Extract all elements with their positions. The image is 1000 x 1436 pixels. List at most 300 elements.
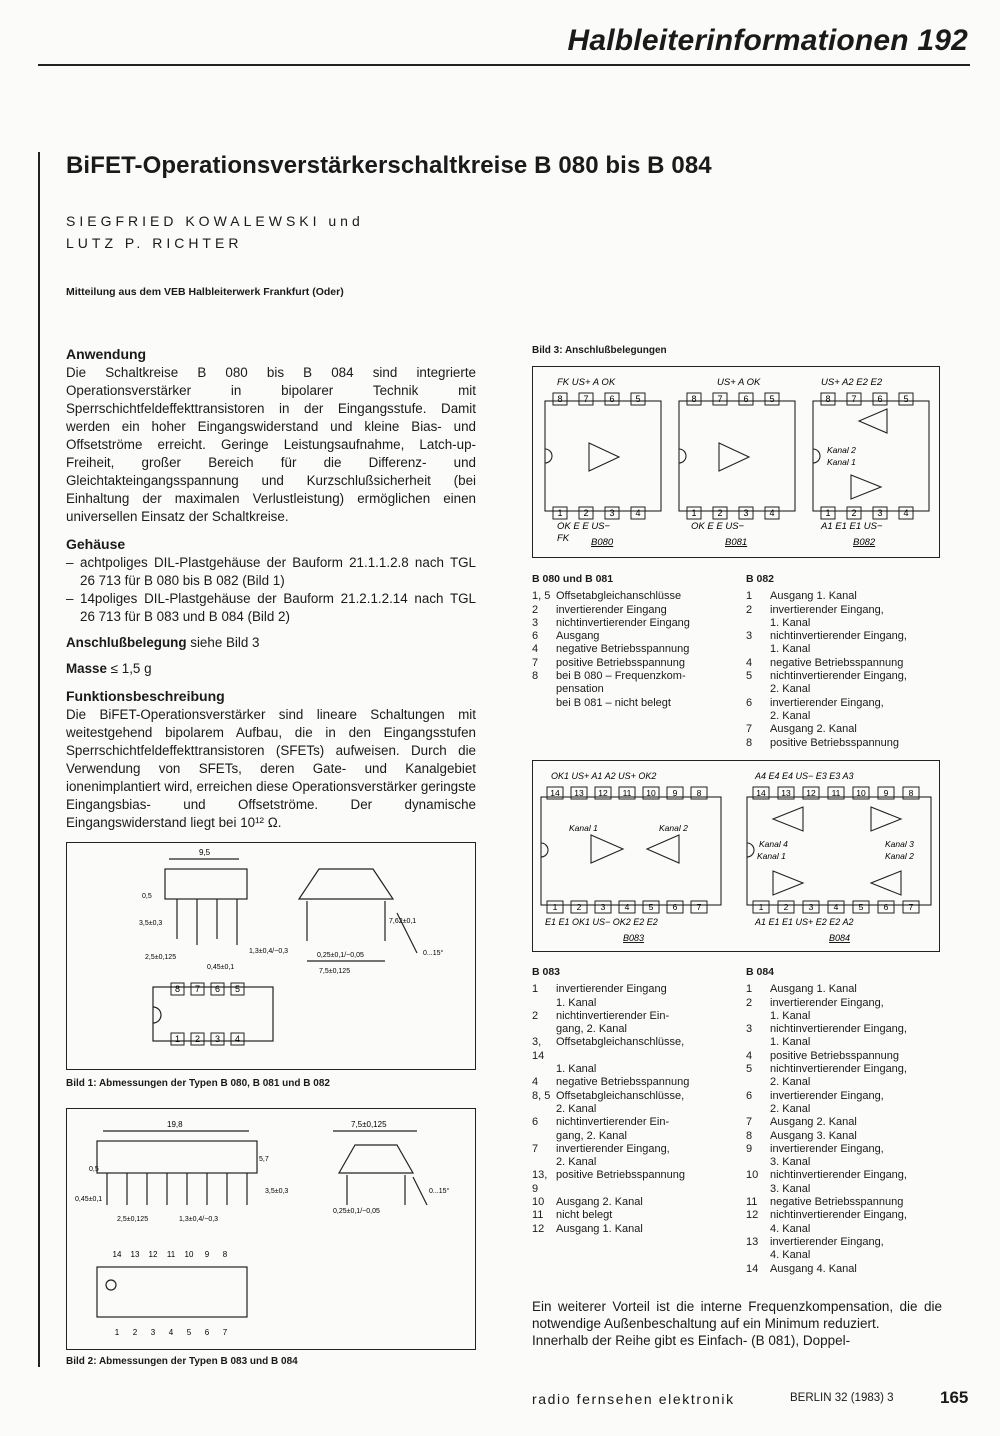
body-column-left [66, 344, 476, 832]
pin-row [746, 697, 940, 710]
pin-number-label: 14 [756, 788, 766, 798]
pin-row [532, 683, 732, 696]
bild1-dim-row-spacing: 7,5±0,125 [319, 968, 351, 975]
b083-top-labels: OK1 US+ A1 A2 US+ OK2 [551, 771, 657, 781]
bild2-dim-row-spacing: 7,5±0,125 [351, 1120, 387, 1129]
pin-function: invertierender Eingang, [770, 1089, 884, 1102]
bild1-pin-1: 1 [174, 1034, 181, 1044]
pin-number: 3 [746, 1023, 753, 1036]
pin-row [746, 1236, 940, 1249]
b083-bottom-labels: E1 E1 OK1 US− OK2 E2 E2 [545, 917, 658, 927]
bild2-dim-pitch: 2,5±0,125 [117, 1216, 149, 1223]
gehaeuse-item-2: – 14poliges DIL-Plastgehäuse der Bauform 21.2.1.2.14 nach TGL 26 713 für B 083 und B 084 (Bild 2) [66, 590, 476, 626]
continuation-paragraph-2: Innerhalb der Reihe gibt es Einfach- (B 081), Doppel- [532, 1333, 851, 1348]
pin-row [532, 617, 732, 630]
pin-function: 1. Kanal [556, 1063, 597, 1076]
pin-function: Ausgang 2. Kanal [770, 723, 857, 736]
figure-bild1 [66, 842, 476, 1070]
pin-row [746, 737, 940, 750]
pin-number-label: 6 [609, 394, 615, 404]
anschluss-line [66, 634, 476, 652]
pin-number: 11 [532, 1209, 544, 1222]
pin-row [746, 683, 940, 696]
pin-function: 2. Kanal [770, 1076, 811, 1089]
pin-number: 6 [746, 1089, 753, 1102]
b082-kanal1: Kanal 1 [827, 457, 856, 467]
pin-row [746, 1249, 940, 1262]
pin-function: 2. Kanal [770, 1102, 811, 1115]
figure-bild3-8pin [532, 366, 940, 558]
pinlist-b082 [746, 573, 940, 750]
b084-bottom-labels: A1 E1 E1 US+ E2 E2 A2 [755, 917, 854, 927]
pin-function: nichtinvertierender Ein- [556, 1009, 670, 1022]
pin-number-label: 1 [825, 508, 831, 518]
pin-number-label: 9 [883, 788, 889, 798]
b084-kanal4: Kanal 4 [759, 839, 788, 849]
pin-function: 1. Kanal [770, 616, 811, 629]
pin-function: negative Betriebsspannung [770, 656, 904, 669]
pin-number-label: 3 [609, 508, 615, 518]
pin-row [746, 1023, 940, 1036]
pin-number-label: 11 [622, 788, 632, 798]
pin-function: negative Betriebsspannung [556, 1076, 690, 1089]
pin-number: 5 [746, 1063, 753, 1076]
pin-row [532, 1116, 732, 1129]
bild1-dim-width: 9,5 [199, 848, 211, 857]
pin-number: 13 [746, 1235, 759, 1248]
pin-number-label: 2 [717, 508, 723, 518]
pin-function: Offsetabgleichanschlüsse [556, 590, 682, 603]
pin-number: 4 [746, 1049, 753, 1062]
bild2-drawing [67, 1109, 475, 1349]
pin-row [532, 1036, 732, 1063]
bild1-pin-6: 6 [214, 984, 221, 994]
pin-function: invertierender Eingang, [770, 996, 884, 1009]
masse-label: Masse [66, 661, 107, 676]
pin-number: 9 [746, 1142, 753, 1155]
pin-function: negative Betriebsspannung [770, 1196, 904, 1209]
pin-row [746, 630, 940, 643]
masse-line [66, 660, 476, 678]
author-line-2: LUTZ P. RICHTER [66, 235, 243, 251]
masse-value: ≤ 1,5 g [106, 661, 152, 676]
pin-number: 8 [746, 736, 753, 749]
pin-function: Offsetabgleichanschlüsse, [556, 1089, 685, 1102]
pin-number-label: 4 [168, 1328, 174, 1337]
pin-number-label: 1 [557, 508, 563, 518]
pin-number: 7 [532, 1142, 539, 1155]
bild2-dim-height: 5,7 [259, 1156, 269, 1163]
pin-row [532, 997, 732, 1010]
bild1-pin-5: 5 [234, 984, 241, 994]
pin-function: invertierender Eingang, [770, 603, 884, 616]
bild1-pin-7: 7 [194, 984, 201, 994]
bild1-caption: Bild 1: Abmessungen der Typen B 080, B 081 und B 082 [66, 1078, 330, 1089]
pin-number: 6 [746, 696, 753, 709]
pin-number-label: 7 [908, 902, 914, 912]
pin-number-label: 13 [574, 788, 584, 798]
pin-number-label: 5 [903, 394, 909, 404]
bild2-dim-thickness: 0,25±0,1/−0,05 [333, 1208, 380, 1215]
bild3-8pin-drawing [533, 367, 939, 557]
pin-function: invertierender Eingang, [556, 1142, 670, 1155]
pin-function: 3. Kanal [770, 1182, 811, 1195]
pin-number: 8 [532, 670, 539, 683]
pinlist-b080-heading: B 080 und B 081 [532, 573, 614, 585]
pin-number-label: 3 [150, 1328, 156, 1337]
pin-row [746, 1130, 940, 1143]
pin-number: 10 [746, 1169, 759, 1182]
pin-number-label: 3 [743, 508, 749, 518]
bild2-dim-angle: 0...15° [429, 1188, 450, 1195]
pin-function: positive Betriebsspannung [556, 1169, 686, 1182]
pin-number: 7 [746, 723, 753, 736]
pin-number: 2 [532, 603, 539, 616]
article-title: BiFET-Operationsverstärkerschaltkreise B 080 bis B 084 [66, 152, 712, 179]
b080-name: B080 [591, 537, 614, 548]
pin-function: nichtinvertierender Eingang, [770, 630, 907, 643]
pin-row [532, 697, 732, 710]
pin-function: 2. Kanal [556, 1102, 597, 1115]
pin-number-label: 8 [691, 394, 697, 404]
pin-function: gang, 2. Kanal [556, 1023, 627, 1036]
pin-number-label: 7 [851, 394, 857, 404]
pin-row [532, 983, 732, 996]
pin-number-label: 13 [130, 1250, 140, 1259]
pin-function: positive Betriebsspannung [770, 1049, 900, 1062]
pin-function: nichtinvertierender Eingang [556, 616, 690, 629]
pin-number-label: 8 [557, 394, 563, 404]
pin-row [746, 1103, 940, 1116]
pin-function: 3. Kanal [770, 1156, 811, 1169]
pin-function: bei B 080 – Frequenzkom- [556, 670, 686, 683]
pin-row [532, 657, 732, 670]
pin-row [746, 1010, 940, 1023]
pin-number-label: 10 [856, 788, 866, 798]
header-rule [38, 64, 970, 66]
bild2-dim-pin-length: 3,5±0,3 [265, 1188, 289, 1195]
footer-magazine: radio fernsehen elektronik [532, 1391, 735, 1407]
pin-function: Ausgang 4. Kanal [770, 1262, 857, 1275]
pin-number-label: 10 [646, 788, 656, 798]
bild1-pin-8: 8 [174, 984, 181, 994]
pin-row [746, 1196, 940, 1209]
b084-kanal1: Kanal 1 [757, 851, 786, 861]
bild1-dim-angle: 0...15° [423, 950, 444, 957]
pin-number-label: 11 [831, 788, 841, 798]
pin-number-label: 3 [808, 902, 814, 912]
pin-row [746, 983, 940, 996]
pinlist-b082-heading: B 082 [746, 573, 775, 585]
pin-number-label: 7 [583, 394, 589, 404]
pin-number: 10 [532, 1196, 545, 1209]
pin-row [746, 604, 940, 617]
pin-function: 4. Kanal [770, 1222, 811, 1235]
pin-number: 12 [746, 1209, 759, 1222]
pin-number-label: 2 [851, 508, 857, 518]
pin-row [532, 1076, 732, 1089]
pin-row [532, 1103, 732, 1116]
bild2-caption: Bild 2: Abmessungen der Typen B 083 und B 084 [66, 1356, 298, 1367]
pin-number-label: 4 [833, 902, 839, 912]
pinlist-b083 [532, 966, 732, 1236]
continuation-paragraph-1: Ein weiterer Vorteil ist die interne Frequenzkompensation, die die notwendige Außenbeschaltung auf ein Minimum reduziert. [532, 1299, 942, 1331]
pin-function: Ausgang [556, 630, 600, 643]
pin-number-label: 11 [166, 1250, 176, 1259]
pin-number: 4 [532, 643, 539, 656]
bild1-dim-lead-spacing: 7,62±0,1 [389, 918, 417, 925]
pin-number-label: 6 [204, 1328, 210, 1337]
pin-row [746, 1050, 940, 1063]
bild1-dim-thickness: 0,25±0,1/−0,05 [317, 952, 364, 959]
pin-number: 3 [746, 630, 753, 643]
pin-row [532, 1090, 732, 1103]
pin-function: invertierender Eingang, [770, 1142, 884, 1155]
pin-number-label: 7 [696, 902, 702, 912]
b082-kanal2: Kanal 2 [827, 445, 856, 455]
pin-number: 3 [532, 616, 539, 629]
figure-bild2 [66, 1108, 476, 1350]
pin-number-label: 5 [648, 902, 654, 912]
pin-number-label: 12 [148, 1250, 158, 1259]
pin-row [746, 1156, 940, 1169]
pin-number-label: 8 [222, 1250, 228, 1259]
pin-number-label: 1 [552, 902, 558, 912]
bild1-dim-shoulder: 1,3±0,4/−0,3 [249, 948, 289, 955]
pin-number-label: 5 [858, 902, 864, 912]
pin-row [746, 723, 940, 736]
pin-number: 12 [532, 1222, 545, 1235]
pin-function: nichtinvertierender Eingang, [770, 1063, 907, 1076]
pin-function: Ausgang 2. Kanal [770, 1116, 857, 1129]
b083-kanal1: Kanal 1 [569, 823, 598, 833]
pin-row [532, 1130, 732, 1143]
anschluss-ref: siehe Bild 3 [186, 635, 260, 650]
pin-number-label: 3 [600, 902, 606, 912]
pin-row [746, 1076, 940, 1089]
pin-number: 1, 5 [532, 590, 551, 603]
bild1-pin-2: 2 [194, 1034, 201, 1044]
b081-top-labels: US+ A OK [717, 377, 761, 388]
pin-row [746, 617, 940, 630]
pin-number: 8, 5 [532, 1089, 551, 1102]
pin-number-label: 8 [825, 394, 831, 404]
gehaeuse-item-1: – achtpoliges DIL-Plastgehäuse der Bauform 21.1.1.2.8 nach TGL 26 713 für B 080 bis B 082 (Bild 1) [66, 554, 476, 590]
pin-number-label: 2 [576, 902, 582, 912]
bild2-dim-pin-width: 0,45±0,1 [75, 1196, 103, 1203]
left-margin-rule [38, 152, 40, 1367]
pin-function: 2. Kanal [556, 1156, 597, 1169]
pin-row [746, 1209, 940, 1222]
pin-row [532, 1209, 732, 1222]
pin-row [532, 670, 732, 683]
pin-number-label: 2 [583, 508, 589, 518]
pin-number-label: 5 [186, 1328, 192, 1337]
pinlist-b083-heading: B 083 [532, 966, 561, 978]
pin-number: 2 [532, 1009, 539, 1022]
pin-row [746, 997, 940, 1010]
bild3-14pin-drawing [533, 761, 939, 951]
pin-number: 6 [532, 630, 539, 643]
pin-number: 4 [532, 1076, 539, 1089]
pin-number-label: 4 [635, 508, 641, 518]
pin-function: pensation [556, 683, 604, 696]
pin-row [746, 670, 940, 683]
pin-number-label: 1 [691, 508, 697, 518]
pin-function: bei B 081 – nicht belegt [556, 696, 671, 709]
b081-name: B081 [725, 537, 748, 548]
b080-top-labels: FK US+ A OK [557, 377, 616, 388]
pin-number-label: 1 [758, 902, 764, 912]
pin-number: 1 [532, 983, 539, 996]
b081-bottom-labels: OK E E US− [691, 521, 745, 532]
bild1-dim-pin-length: 3,5±0,3 [139, 920, 163, 927]
pin-row [746, 1090, 940, 1103]
heading-funktion: Funktionsbeschreibung [66, 688, 225, 704]
pinlist-b084 [746, 966, 940, 1276]
pin-function: nichtinvertierender Eingang, [770, 1169, 907, 1182]
pin-row [746, 1183, 940, 1196]
b084-top-labels: A4 E4 E4 US− E3 E3 A3 [755, 771, 854, 781]
pin-number-label: 2 [783, 902, 789, 912]
b080-bottom-labels: OK E E US− [557, 521, 611, 532]
pin-number-label: 5 [635, 394, 641, 404]
pin-function: positive Betriebsspannung [556, 656, 686, 669]
pin-function: negative Betriebsspannung [556, 643, 690, 656]
running-header: Halbleiterinformationen 192 [567, 24, 968, 57]
pin-number: 6 [532, 1116, 539, 1129]
pin-number-label: 2 [132, 1328, 138, 1337]
pin-function: nichtinvertierender Eingang, [770, 1209, 907, 1222]
pin-number-label: 14 [112, 1250, 122, 1259]
pin-row [746, 643, 940, 656]
bild1-dim-pitch: 2,5±0,125 [145, 954, 177, 961]
pin-row [532, 1196, 732, 1209]
pin-row [746, 657, 940, 670]
pin-function: 1. Kanal [770, 1009, 811, 1022]
b084-kanal2: Kanal 2 [885, 851, 914, 861]
pin-function: invertierender Eingang [556, 983, 667, 996]
pin-number-label: 10 [184, 1250, 194, 1259]
b083-name: B083 [623, 933, 645, 943]
bild2-dim-length: 19,8 [167, 1120, 183, 1129]
paragraph-funktion: Die BiFET-Operationsverstärker sind lineare Schaltungen mit weitestgehend bipolarem Aufbau, die in den Eingangsstufen Sperrschichtfeldeffekttransistoren (SFETs) aufweisen. Durch die Verwendung von SFETs, deren Gate- und Kanalgebiet ionenimplantiert wird, erreichen diese Operationsverstärker geringste Eingangsbias- und Offsetströme. Der dynamische Eingangswiderstand liegt bei 10¹² Ω. [66, 707, 476, 830]
pin-row [746, 1063, 940, 1076]
page-number: 165 [940, 1388, 969, 1407]
pin-number-label: 12 [598, 788, 608, 798]
pin-function: 1. Kanal [770, 1036, 811, 1049]
b082-bottom-labels: A1 E1 E1 US− [821, 521, 883, 532]
pin-function: gang, 2. Kanal [556, 1129, 627, 1142]
pin-row [532, 590, 732, 603]
pin-function: invertierender Eingang, [770, 696, 884, 709]
author-line-1: SIEGFRIED KOWALEWSKI und [66, 213, 364, 229]
bild1-dim-pin-width: 0,45±0,1 [207, 964, 235, 971]
figure-bild3-14pin [532, 760, 940, 952]
pin-function: Ausgang 3. Kanal [770, 1129, 857, 1142]
pin-function: 1. Kanal [556, 996, 597, 1009]
pin-row [746, 590, 940, 603]
pin-number-label: 9 [672, 788, 678, 798]
pin-row [532, 643, 732, 656]
pin-number-label: 3 [877, 508, 883, 518]
pin-number-label: 8 [696, 788, 702, 798]
pin-row [532, 1010, 732, 1023]
pin-number-label: 9 [204, 1250, 210, 1259]
b082-top-labels: US+ A2 E2 E2 [821, 377, 883, 388]
pin-number: 4 [746, 656, 753, 669]
pin-row [746, 1036, 940, 1049]
pin-number: 13, 9 [532, 1169, 548, 1195]
pin-number: 5 [746, 670, 753, 683]
pin-number-label: 8 [908, 788, 914, 798]
pin-row [746, 1169, 940, 1182]
pin-number-label: 6 [883, 902, 889, 912]
continuation-text [532, 1298, 942, 1349]
pin-row [746, 1116, 940, 1129]
pin-function: invertierender Eingang [556, 603, 667, 616]
pin-number-label: 1 [114, 1328, 120, 1337]
pin-row [532, 1063, 732, 1076]
bild1-drawing [67, 843, 475, 1069]
pin-row [746, 1263, 940, 1276]
b084-name: B084 [829, 933, 851, 943]
pin-number: 3, 14 [532, 1036, 545, 1062]
pinlist-b084-heading: B 084 [746, 966, 775, 978]
anschluss-label: Anschlußbelegung [66, 635, 187, 650]
pin-function: invertierender Eingang, [770, 1235, 884, 1248]
pin-number-label: 12 [806, 788, 816, 798]
bild3-caption: Bild 3: Anschlußbelegungen [532, 345, 667, 356]
pin-number: 2 [746, 996, 753, 1009]
b082-name: B082 [853, 537, 876, 548]
pin-row [532, 1169, 732, 1196]
pin-function: 4. Kanal [770, 1249, 811, 1262]
pin-row [532, 1156, 732, 1169]
pin-function: 2. Kanal [770, 709, 811, 722]
pin-number-label: 4 [903, 508, 909, 518]
bild1-pin-3: 3 [214, 1034, 221, 1044]
pin-number: 11 [746, 1196, 758, 1209]
pin-row [746, 1143, 940, 1156]
b084-kanal3: Kanal 3 [885, 839, 914, 849]
pin-number: 14 [746, 1262, 759, 1275]
pin-number-label: 6 [743, 394, 749, 404]
pin-number-label: 13 [781, 788, 791, 798]
pin-number-label: 5 [769, 394, 775, 404]
b083-kanal2: Kanal 2 [659, 823, 688, 833]
pin-number-label: 6 [877, 394, 883, 404]
pin-function: nichtinvertierender Ein- [556, 1116, 670, 1129]
bild2-dim-shoulder: 1,3±0,4/−0,3 [179, 1216, 219, 1223]
paragraph-anwendung: Die Schaltkreise B 080 bis B 084 sind integrierte Operationsverstärker in bipolarer Technik mit Sperrschichtfeldeffekttransistoren in der Eingangsstufe. Damit werden ein hoher Eingangswiderstand und kleine Bias- und Offsetströme erreicht. Geringe Leistungsaufnahme, Latch-up-Freiheit, großer Bereich für die Differenz- und Gleichtakteingangsspannung und Kurzschlußsicherheit (bei Einhaltung der maximalen Verlustleistung) ermöglichen einen universellen Einsatz der Schaltkreise. [66, 365, 476, 524]
pin-function: Ausgang 1. Kanal [770, 983, 857, 996]
pin-number-label: 4 [769, 508, 775, 518]
heading-gehaeuse: Gehäuse [66, 536, 126, 552]
pin-function: positive Betriebsspannung [770, 736, 900, 749]
pin-number-label: 14 [550, 788, 560, 798]
pin-number: 7 [746, 1116, 753, 1129]
pin-function: Offsetabgleichanschlüsse, [556, 1036, 685, 1049]
b080-fk-label: FK [557, 533, 570, 544]
pin-number: 7 [532, 656, 539, 669]
pin-number: 1 [746, 590, 753, 603]
pin-row [532, 1023, 732, 1036]
pin-function: 2. Kanal [770, 683, 811, 696]
heading-anwendung: Anwendung [66, 346, 147, 362]
bild1-dim-height: 0,5 [142, 893, 152, 900]
pin-number: 1 [746, 983, 753, 996]
